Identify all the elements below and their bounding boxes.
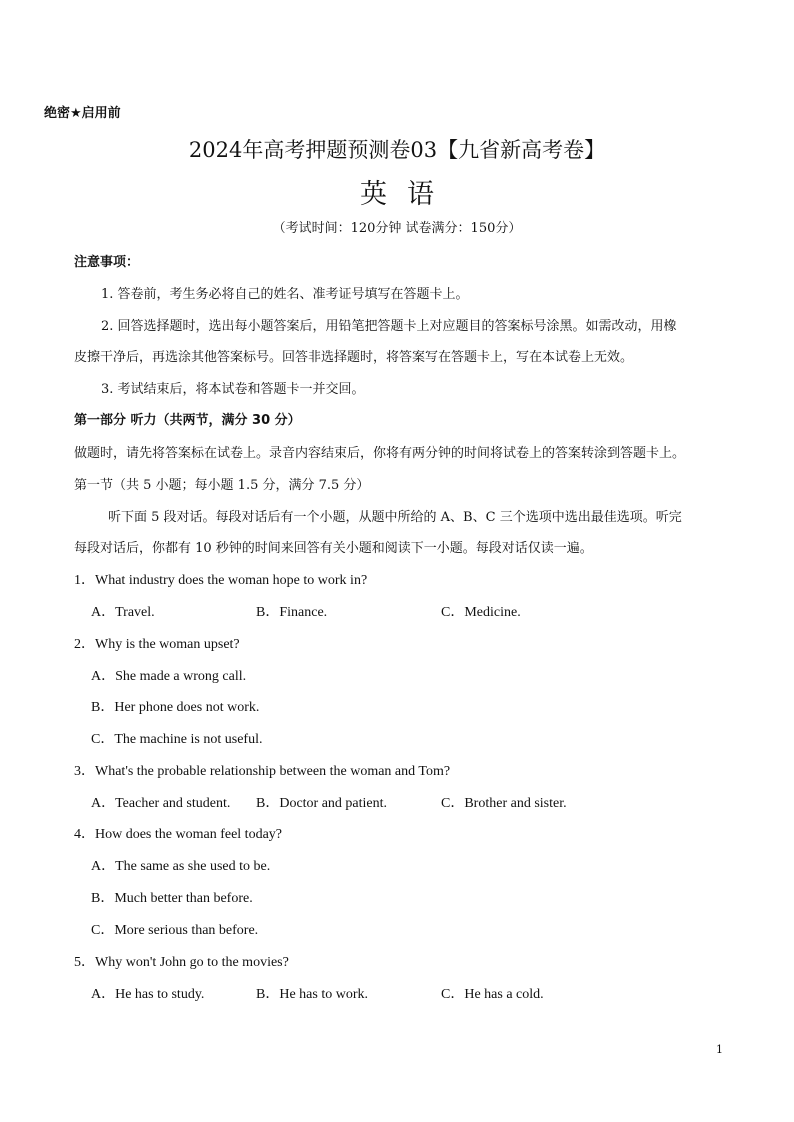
question-5-option-b: B．He has to work. [256, 987, 368, 1002]
subject-title: 英语 [360, 179, 454, 210]
part1-heading: 第一部分 听力（共两节，满分 30 分） [74, 413, 301, 428]
question-3-option-b: B．Doctor and patient. [256, 796, 388, 811]
question-3-option-c: C．Brother and sister. [441, 796, 567, 811]
directions-line-2: 每段对话后，你都有 10 秒钟的时间来回答有关小题和阅读下一小题。每段对话仅读一遍。 [74, 541, 593, 556]
question-2-stem: 2．Why is the woman upset? [74, 637, 240, 652]
part1-instruction: 做题时，请先将答案标在试卷上。录音内容结束后，你将有两分钟的时间将试卷上的答案转涂到答题卡上。 [74, 446, 686, 461]
question-4-stem: 4．How does the woman feel today? [74, 827, 282, 842]
section1-heading: 第一节（共 5 小题；每小题 1.5 分，满分 7.5 分） [74, 478, 370, 493]
exam-meta: （考试时间：120分钟 试卷满分：150分） [272, 221, 522, 236]
notice-item-2-line-1: 2. 回答选择题时，选出每小题答案后，用铅笔把答题卡上对应题目的答案标号涂黑。如需改动，用橡 [101, 319, 677, 334]
directions-line-1: 听下面 5 段对话。每段对话后有一个小题，从题中所给的 A、B、C 三个选项中选出最佳选项。听完 [108, 510, 682, 525]
notice-item-1: 1. 答卷前，考生务必将自己的姓名、准考证号填写在答题卡上。 [101, 287, 469, 302]
notice-heading: 注意事项： [74, 255, 140, 270]
exam-title: 2024年高考押题预测卷03【九省新高考卷】 [188, 138, 606, 162]
notice-item-2-line-2: 皮擦干净后，再选涂其他答案标号。回答非选择题时，将答案写在答题卡上，写在本试卷上无效。 [74, 350, 634, 365]
question-1-option-b: B．Finance. [256, 605, 328, 620]
question-1-option-c: C．Medicine. [441, 605, 521, 620]
question-2-option-c: C．The machine is not useful. [91, 732, 263, 747]
question-1-stem: 1．What industry does the woman hope to work in? [74, 573, 368, 588]
question-4-option-c: C．More serious than before. [91, 923, 259, 938]
question-2-option-b: B．Her phone does not work. [91, 700, 260, 715]
question-3-stem: 3．What's the probable relationship between the woman and Tom? [74, 764, 451, 779]
question-4-option-a: A．The same as she used to be. [91, 859, 271, 874]
question-5-option-c: C．He has a cold. [441, 987, 544, 1002]
question-5-stem: 5．Why won't John go to the movies? [74, 955, 289, 970]
page-number: 1 [716, 1043, 723, 1056]
notice-item-3: 3. 考试结束后，将本试卷和答题卡一并交回。 [101, 382, 365, 397]
question-2-option-a: A．She made a wrong call. [91, 669, 247, 684]
question-1-option-a: A．Travel. [91, 605, 155, 620]
question-3-option-a: A．Teacher and student. [91, 796, 231, 811]
question-5-option-a: A．He has to study. [91, 987, 205, 1002]
confidential-label: 绝密★启用前 [44, 106, 121, 121]
question-4-option-b: B．Much better than before. [91, 891, 253, 906]
